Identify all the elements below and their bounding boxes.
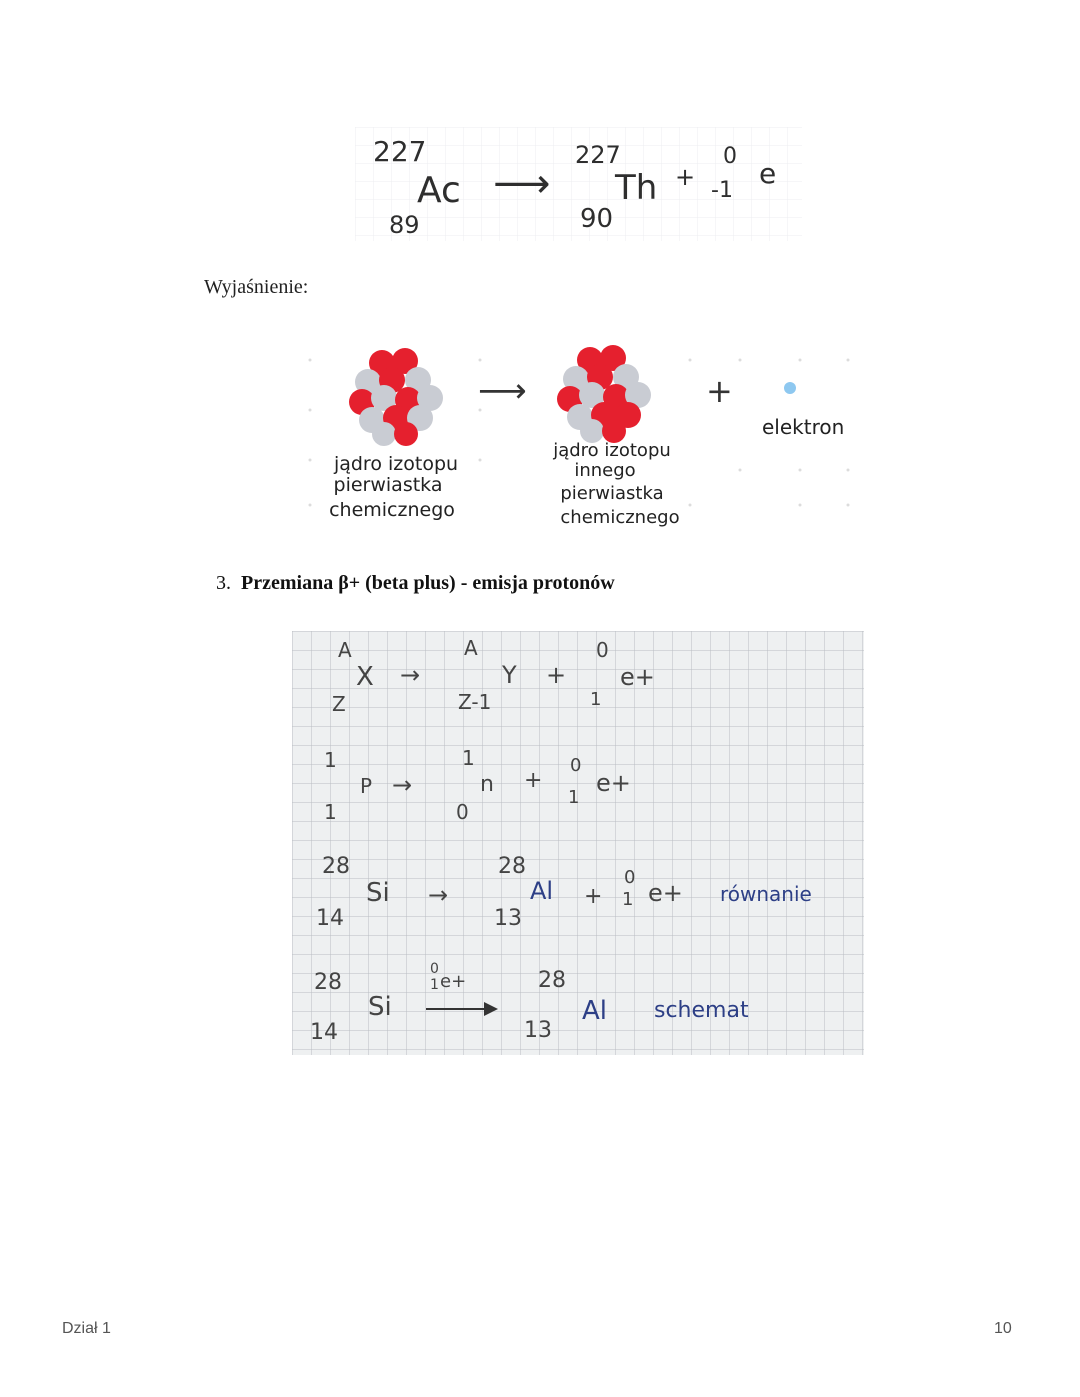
r3-al-mass: 28	[498, 854, 526, 879]
r2-mass: 1	[324, 748, 337, 772]
r1-positron: e+	[620, 663, 655, 691]
r1-x: X	[356, 662, 374, 692]
electron-charge: -1	[711, 178, 733, 203]
th-mass: 227	[575, 141, 621, 169]
r3-positron: e+	[648, 879, 683, 907]
right-caption-line-1: jądro izotopu	[553, 440, 671, 461]
r4-si: Si	[368, 992, 392, 1022]
r4-label-schemat: schemat	[654, 998, 749, 1023]
footer-section: Dział 1	[62, 1320, 111, 1337]
electron-mass: 0	[723, 144, 737, 169]
r2-mass-n: 1	[462, 746, 475, 770]
explanation-label: Wyjaśnienie:	[204, 276, 309, 298]
r3-al: Al	[530, 877, 554, 905]
r1-top: 0	[596, 638, 609, 662]
r2-plus: +	[524, 768, 543, 793]
r4-al-z: 13	[524, 1018, 552, 1043]
section-number: 3.	[216, 572, 231, 594]
r3-si: Si	[366, 878, 390, 908]
decay-equation-ac-th	[355, 127, 802, 241]
r4-over-top: 0	[430, 961, 439, 977]
r4-al-mass: 28	[538, 968, 566, 993]
r4-si-z: 14	[310, 1020, 338, 1045]
r1-plus: +	[546, 661, 567, 689]
r4-si-mass: 28	[314, 970, 342, 995]
left-caption-line-2: pierwiastka	[333, 474, 443, 496]
r4-over-e: e+	[440, 971, 467, 992]
section-heading	[216, 572, 615, 595]
r4-al: Al	[582, 996, 608, 1026]
r3-si-z: 14	[316, 906, 344, 931]
r1-z: Z	[332, 692, 346, 716]
page-number: 10	[994, 1320, 1012, 1337]
r1-mass-a: A	[338, 638, 352, 662]
electron-label: elektron	[762, 415, 845, 439]
grid-paper-notes	[292, 631, 864, 1055]
r2-arrow: →	[392, 771, 413, 799]
right-caption-line-2: innego	[574, 460, 636, 481]
electron-symbol: e	[759, 157, 777, 190]
electron-icon	[784, 382, 796, 394]
ac-mass: 227	[373, 135, 427, 168]
left-caption-line-1: jądro izotopu	[333, 453, 459, 475]
r2-positron: e+	[596, 769, 631, 797]
r3-bottom: 1	[622, 889, 634, 910]
r3-al-z: 13	[494, 906, 522, 931]
r2-top: 0	[570, 755, 582, 776]
th-symbol: Th	[615, 168, 658, 208]
ac-symbol: Ac	[417, 170, 461, 211]
r2-p: P	[360, 774, 373, 798]
r2-n: n	[480, 772, 494, 797]
left-caption-line-3: chemicznego	[329, 499, 455, 521]
r4-over-bottom: 1	[430, 977, 439, 993]
r1-bottom: 1	[590, 689, 602, 710]
r2-z-n: 0	[456, 800, 469, 824]
r3-arrow: →	[428, 881, 449, 909]
r2-z: 1	[324, 800, 337, 824]
r1-mass-a2: A	[464, 636, 478, 660]
r3-label-rownanie: równanie	[720, 882, 812, 906]
nucleus-left-icon	[349, 348, 443, 446]
r1-y: Y	[502, 661, 517, 689]
section-title: Przemiana β+ (beta plus) - emisja protonów	[241, 572, 615, 594]
r3-si-mass: 28	[322, 854, 350, 879]
right-caption-line-3: pierwiastka	[560, 483, 664, 504]
right-caption-line-4: chemicznego	[560, 507, 680, 528]
reaction-arrow: ⟶	[493, 161, 551, 207]
ac-atomic-number: 89	[389, 211, 420, 239]
r3-plus: +	[584, 884, 603, 909]
diagram-plus: +	[706, 372, 733, 410]
r3-top: 0	[624, 867, 636, 888]
beta-minus-diagram	[300, 330, 860, 535]
r1-z-minus-1: Z-1	[458, 690, 492, 714]
plus-sign: +	[675, 163, 696, 191]
diagram-arrow: ⟶	[478, 371, 527, 411]
nucleus-right-icon	[557, 345, 651, 443]
r2-bottom: 1	[568, 787, 580, 808]
r1-arrow: →	[400, 661, 421, 689]
th-atomic-number: 90	[580, 204, 614, 234]
